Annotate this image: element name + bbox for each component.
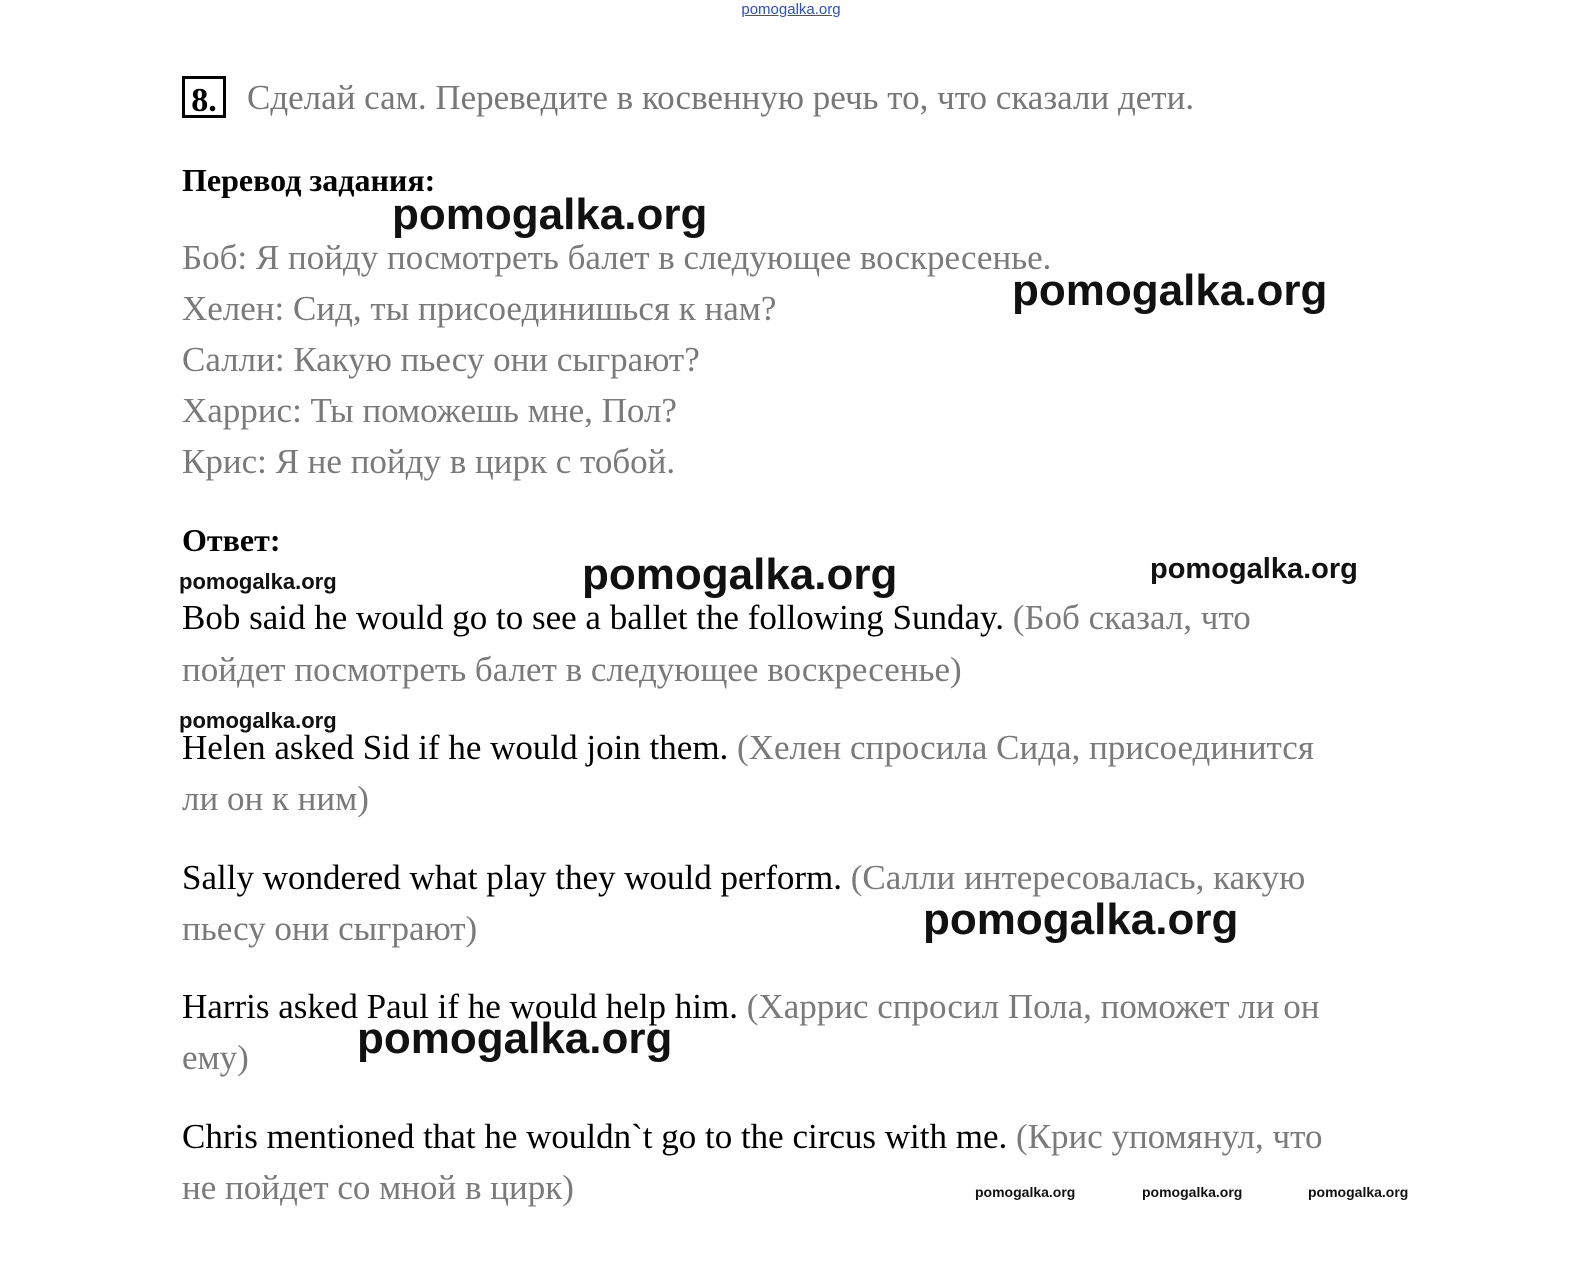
- translation-line: Хелен: Сид, ты присоединишься к нам?: [182, 289, 777, 328]
- answer-2-line-2: ли он к ним): [182, 779, 369, 818]
- watermark: pomogalka.org: [582, 550, 898, 599]
- answer-english: Harris asked Paul if he would help him.: [182, 987, 739, 1026]
- watermark: pomogalka.org: [1142, 1184, 1243, 1200]
- task-number: 8.: [182, 76, 226, 118]
- answer-english: Sally wondered what play they would perform.: [182, 858, 842, 897]
- answer-4-line-1: [182, 987, 1320, 1027]
- answer-russian: (Салли интересовалась, какую: [850, 858, 1306, 897]
- answer-3-line-2: пьесу они сыграют): [182, 909, 478, 948]
- top-watermark-link[interactable]: pomogalka.org: [741, 1, 841, 18]
- answer-russian: (Хелен спросила Сида, присоединится: [737, 728, 1314, 767]
- answer-english: Chris mentioned that he wouldn`t go to the circus with me.: [182, 1117, 1008, 1156]
- watermark: pomogalka.org: [357, 1014, 673, 1063]
- watermark: pomogalka.org: [179, 569, 337, 594]
- task-instruction: Сделай сам. Переведите в косвенную речь то, что сказали дети.: [247, 78, 1195, 117]
- answer-russian: (Крис упомянул, что: [1016, 1117, 1323, 1156]
- translation-line: Харрис: Ты поможешь мне, Пол?: [182, 391, 677, 430]
- watermark: pomogalka.org: [1150, 553, 1358, 585]
- translation-line: Боб: Я пойду посмотреть балет в следующее воскресенье.: [182, 238, 1052, 277]
- watermark: pomogalka.org: [1012, 266, 1328, 315]
- answer-2-line-1: [182, 728, 1314, 768]
- answer-5-line-1: [182, 1117, 1322, 1157]
- answer-3-line-1: [182, 858, 1305, 898]
- watermark: pomogalka.org: [923, 895, 1239, 944]
- answer-english: Helen asked Sid if he would join them.: [182, 728, 729, 767]
- translation-line: Крис: Я не пойду в цирк с тобой.: [182, 442, 676, 481]
- watermark: pomogalka.org: [975, 1184, 1076, 1200]
- watermark: pomogalka.org: [179, 708, 337, 733]
- watermark: pomogalka.org: [392, 190, 708, 239]
- answer-heading: Ответ:: [182, 522, 281, 558]
- answer-5-line-2: не пойдет со мной в цирк): [182, 1168, 574, 1207]
- answer-english: Bob said he would go to see a ballet the following Sunday.: [182, 598, 1005, 637]
- answer-russian: (Боб сказал, что: [1012, 598, 1251, 637]
- answer-russian: (Харрис спросил Пола, поможет ли он: [746, 987, 1320, 1026]
- translation-line: Салли: Какую пьесу они сыграют?: [182, 340, 700, 379]
- answer-1-line-2: пойдет посмотреть балет в следующее воскресенье): [182, 650, 962, 689]
- answer-4-line-2: ему): [182, 1038, 249, 1077]
- translation-heading: Перевод задания:: [182, 162, 436, 198]
- watermark: pomogalka.org: [1308, 1184, 1409, 1200]
- answer-1-line-1: [182, 598, 1251, 638]
